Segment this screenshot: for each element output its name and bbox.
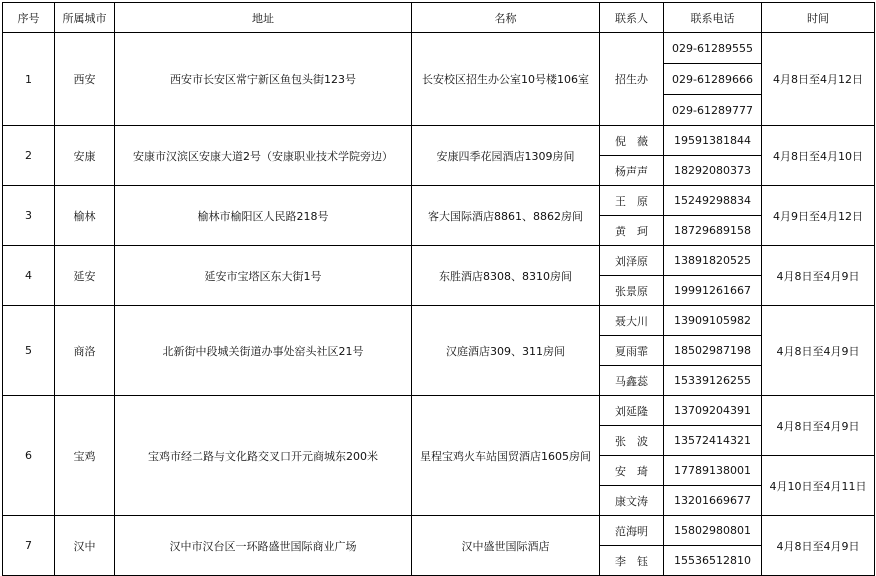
header-contact: 联系人 (600, 3, 664, 33)
table-header-row (3, 3, 875, 33)
table-row (3, 396, 875, 426)
row-phone: 13909105982 (664, 306, 762, 336)
row-venue: 汉庭酒店309、311房间 (412, 306, 600, 396)
table-row (3, 516, 875, 546)
table-row (3, 126, 875, 156)
row-phone: 029-61289666 (664, 64, 762, 95)
row-phone: 18729689158 (664, 216, 762, 246)
row-contact-name: 安 琦 (600, 456, 664, 486)
enrollment-contact-table (2, 2, 875, 576)
row-contact-name: 马鑫蕊 (600, 366, 664, 396)
row-time: 4月8日至4月9日 (762, 516, 875, 576)
row-contact-name: 杨声声 (600, 156, 664, 186)
row-time: 4月8日至4月12日 (762, 33, 875, 126)
row-phone: 13891820525 (664, 246, 762, 276)
row-city: 宝鸡 (55, 396, 115, 516)
row-contact-name: 黄 珂 (600, 216, 664, 246)
table-row (3, 306, 875, 336)
row-index: 4 (3, 246, 55, 306)
header-address: 地址 (115, 3, 412, 33)
row-phone: 029-61289777 (664, 95, 762, 126)
row-index: 5 (3, 306, 55, 396)
row-phone: 13572414321 (664, 426, 762, 456)
row-venue: 安康四季花园酒店1309房间 (412, 126, 600, 186)
header-venue: 名称 (412, 3, 600, 33)
row-phone: 15249298834 (664, 186, 762, 216)
row-time: 4月8日至4月9日 (762, 246, 875, 306)
row-index: 7 (3, 516, 55, 576)
row-address: 宝鸡市经二路与文化路交叉口开元商城东200米 (115, 396, 412, 516)
table-row (3, 33, 875, 64)
row-address: 西安市长安区常宁新区鱼包头街123号 (115, 33, 412, 126)
row-index: 6 (3, 396, 55, 516)
row-address: 榆林市榆阳区人民路218号 (115, 186, 412, 246)
row-city: 榆林 (55, 186, 115, 246)
row-phone: 18502987198 (664, 336, 762, 366)
row-contact-name: 夏雨霏 (600, 336, 664, 366)
header-time: 时间 (762, 3, 875, 33)
row-phone: 029-61289555 (664, 33, 762, 64)
row-contact-name: 刘泽原 (600, 246, 664, 276)
row-venue: 东胜酒店8308、8310房间 (412, 246, 600, 306)
row-index: 1 (3, 33, 55, 126)
row-contact-name: 李 钰 (600, 546, 664, 576)
row-phone: 15339126255 (664, 366, 762, 396)
row-phone: 15802980801 (664, 516, 762, 546)
row-index: 2 (3, 126, 55, 186)
row-time: 4月8日至4月10日 (762, 126, 875, 186)
row-phone: 18292080373 (664, 156, 762, 186)
row-phone: 19591381844 (664, 126, 762, 156)
table-row (3, 186, 875, 216)
row-city: 延安 (55, 246, 115, 306)
row-phone: 15536512810 (664, 546, 762, 576)
row-city: 商洛 (55, 306, 115, 396)
row-phone: 17789138001 (664, 456, 762, 486)
row-contact-name: 聂大川 (600, 306, 664, 336)
row-venue: 星程宝鸡火车站国贸酒店1605房间 (412, 396, 600, 516)
row-phone: 13201669677 (664, 486, 762, 516)
row-contact-name: 招生办 (600, 33, 664, 126)
row-address: 延安市宝塔区东大街1号 (115, 246, 412, 306)
row-phone: 19991261667 (664, 276, 762, 306)
row-contact-name: 刘延隆 (600, 396, 664, 426)
row-contact-name: 王 原 (600, 186, 664, 216)
row-address: 北新街中段城关街道办事处窑头社区21号 (115, 306, 412, 396)
header-city: 所属城市 (55, 3, 115, 33)
row-time: 4月10日至4月11日 (762, 456, 875, 516)
row-city: 汉中 (55, 516, 115, 576)
row-address: 汉中市汉台区一环路盛世国际商业广场 (115, 516, 412, 576)
header-index: 序号 (3, 3, 55, 33)
row-phone: 13709204391 (664, 396, 762, 426)
row-city: 西安 (55, 33, 115, 126)
row-venue: 客大国际酒店8861、8862房间 (412, 186, 600, 246)
row-contact-name: 张 波 (600, 426, 664, 456)
row-time: 4月9日至4月12日 (762, 186, 875, 246)
row-address: 安康市汉滨区安康大道2号（安康职业技术学院旁边） (115, 126, 412, 186)
row-venue: 长安校区招生办公室10号楼106室 (412, 33, 600, 126)
row-contact-name: 范海明 (600, 516, 664, 546)
row-venue: 汉中盛世国际酒店 (412, 516, 600, 576)
row-contact-name: 张景原 (600, 276, 664, 306)
row-time: 4月8日至4月9日 (762, 396, 875, 456)
row-contact-name: 康文涛 (600, 486, 664, 516)
row-index: 3 (3, 186, 55, 246)
table-row (3, 246, 875, 276)
row-city: 安康 (55, 126, 115, 186)
row-time: 4月8日至4月9日 (762, 306, 875, 396)
header-phone: 联系电话 (664, 3, 762, 33)
row-contact-name: 倪 薇 (600, 126, 664, 156)
